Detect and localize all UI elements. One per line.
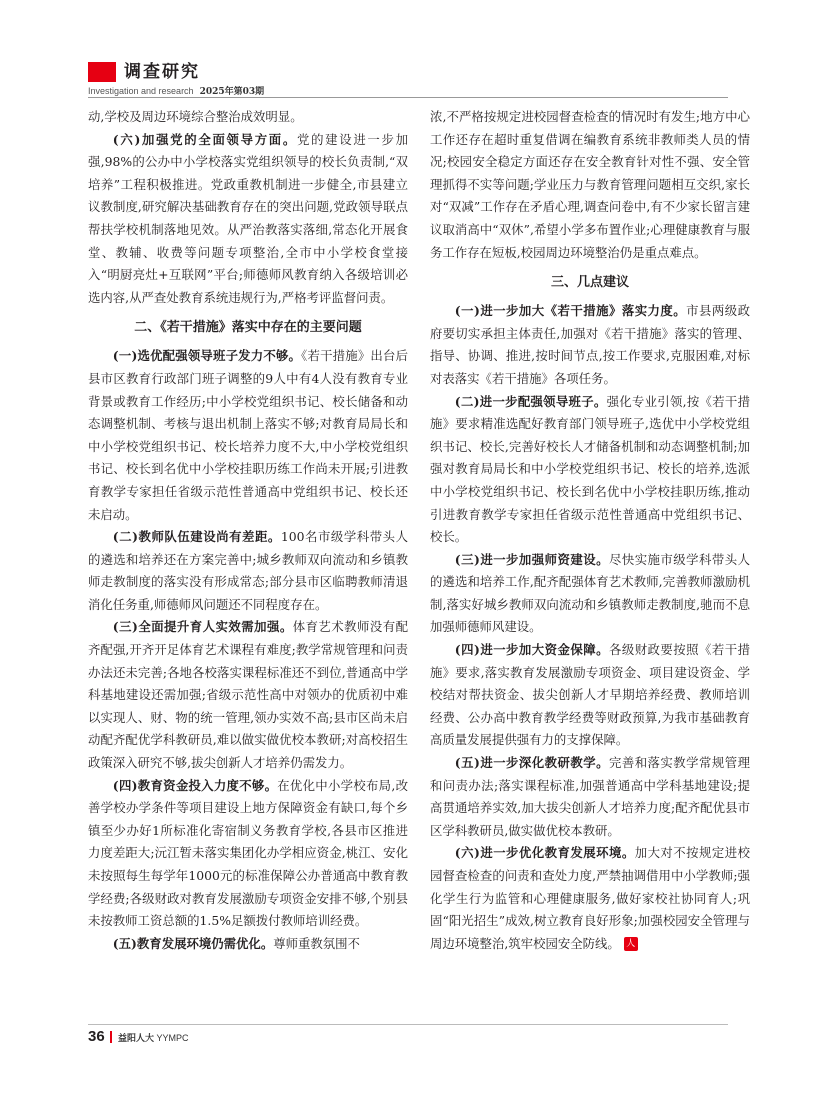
header-subtitle [88,84,264,97]
paragraph [430,639,750,752]
footer-separator [110,1031,112,1043]
paragraph [88,129,408,310]
paragraph-heading: (一)选优配强领导班子发力不够。 [112,348,302,364]
paragraph-heading: (二)教师队伍建设尚有差距。 [112,529,281,545]
right-column [430,106,750,955]
section-heading: 二、《若干措施》落实中存在的主要问题 [134,320,362,336]
paragraph [88,345,408,526]
paragraph [88,616,408,774]
paragraph [430,549,750,639]
paragraph: 浓,不严格按规定进校园督查检查的情况时有发生;地方中心工作还存在超时重复借调在编教育系统非教师类人员的情况;校园安全稳定方面还存在安全教育针对性不强、安全管理抓得不实等问题;学业压力与教育管理问题相互交织,家长对“双减”工作存在矛盾心理,调查问卷中,有不少家长留言建议取消高中“双休”,希望小学多布置作业;心理健康教育与服务工作存在短板,校园周边环境整治仍是重点难点。 [430,109,750,260]
paragraph-heading: (六)进一步优化教育发展环境。 [454,845,635,861]
paragraph [430,752,750,842]
paragraph-body: 《若干措施》出台后县市区教育行政部门班子调整的9人中有4人没有教育专业背景或教育工作经历;中小学校党组织书记、校长储备和动态调整机制、考核与退出机制上落实不够;对教育局局长和中小学校党组织书记、校长培养力度不大,中小学校党组织书记、校长到名优中小学校挂职历练工作尚未开展;引进教育教学专家担任省级示范性普通高中党组织书记、校长还未启动。 [88,348,408,522]
paragraph-heading: (五)进一步深化教研教学。 [454,755,609,771]
magazine-title: 益阳人大 [118,1034,155,1044]
header-divider [88,97,728,98]
magazine-name [118,1031,189,1044]
paragraph [430,842,750,955]
paragraph-body: 在优化中小学校布局,改善学校办学条件等项目建设上地方保障资金有缺口,每个乡镇至少办好1所标准化寄宿制义务教育学校,各县市区推进力度差距大;沅江暂未落实集团化办学相应资金,桃江、安化未按照每生每学年1000元的标准保障公办普通高中教育教学经费;各级财政对教育发展激励专项资金安排不够,个别县未按教师工资总额的1.5%足额拨付教师培训经费。 [88,777,408,929]
paragraph-body: 党的建设进一步加强,98%的公办中小学校落实党组织领导的校长负责制,“双培养”工程积极推进。党政重教机制进一步健全,市县建立议教制度,研究解决基础教育存在的突出问题,党政领导联点帮扶学校机制落地见效。从严治教落实落细,常态化开展食堂、教辅、收费等问题专项整治,全市中小学校食堂接入“明厨亮灶+互联网”平台;师德师风教育纳入各级培训必选内容,从严查处教育系统违规行为,严格考评监督问责。 [88,131,408,305]
header-accent-bar [88,62,116,82]
paragraph-body: 各级财政要按照《若干措施》要求,落实教育发展激励专项资金、项目建设资金、学校结对帮扶资金、拔尖创新人才早期培养经费、教师培训经费、公办高中教育教学经费等财政预算,为我市基础教育高质量发展提供强有力的支撑保障。 [430,642,750,748]
paragraph-body: 市县两级政府要切实承担主体责任,加强对《若干措施》落实的管理、指导、协调、推进,按时间节点,按工作要求,克服困难,对标对表落实《若干措施》各项任务。 [430,303,751,386]
paragraph [88,933,408,956]
paragraph-heading: (三)全面提升育人实效需加强。 [112,619,293,635]
paragraph [88,526,408,616]
end-mark-icon: 人 [624,937,638,951]
magazine-code: YYMPC [156,1033,189,1043]
paragraph [430,391,750,549]
paragraph-body: 体育艺术教师没有配齐配强,开齐开足体育艺术课程有难度;教学常规管理和问责办法还未完善;各地各校落实课程标准还不到位,普通高中学科基地建设还需加强;省级示范性高中对领办的优质初中难以实现人、财、物的统一管理,领办实效不高;县市区尚未启动配齐配优学科教研员,难以做实做优校本教研;对高校招生政策深入研究不够,拔尖创新人才培养仍需发力。 [88,619,409,771]
section-heading: 三、几点建议 [550,275,629,291]
paragraph-heading: (四)教育资金投入力度不够。 [112,777,278,793]
paragraph-body: 加大对不按规定进校园督查检查的问责和查处力度,严禁抽调借用中小学教师;强化学生行为监管和心理健康服务,做好家校社协同育人;巩固“阳光招生”成效,树立教育良好形象;加强校园安全管理与周边环境整治,筑牢校园安全防线。 [430,845,751,951]
paragraph-heading: (三)进一步加强师资建设。 [454,551,609,567]
issue-label: 2025年第03期 [199,87,265,97]
footer-divider [88,1024,728,1025]
paragraph-heading: (二)进一步配强领导班子。 [454,393,607,409]
paragraph [88,775,408,933]
paragraph-body: 100名市级学科带头人的遴选和培养还在方案完善中;城乡教师双向流动和乡镇教师走教制度的落实没有形成常态;部分县市区临聘教师清退消化任务重,师德师风问题还不同程度存在。 [88,529,408,612]
paragraph [430,300,750,390]
paragraph-heading: (四)进一步加大资金保障。 [454,642,609,658]
paragraph-heading: (一)进一步加大《若干措施》落实力度。 [454,303,687,319]
paragraph-heading: (五)教育发展环境仍需优化。 [112,935,274,951]
left-column [88,106,408,955]
paragraph-body: 完善和落实教学常规管理和问责办法;落实课程标准,加强普通高中学科基地建设;提高贯通培养实效,加大拔尖创新人才培养力度;配齐配优县市区学科教研员,做实做优校本教研。 [430,755,750,838]
paragraph-body: 尊师重教氛围不 [273,935,360,951]
header-subtitle-en: Investigation and research [88,86,194,96]
paragraph-body: 强化专业引领,按《若干措施》要求精准选配好教育部门领导班子,选优中小学校党组织书记、校长,完善好校长人才储备机制和动态调整机制;加强对教育局局长和中小学校党组织书记、校长的培养,选派中小学校党组织书记、校长到名优中小学校挂职历练,推动引进教育教学专家担任省级示范性普通高中党组织书记、校长。 [430,393,750,545]
paragraph-heading: (六)加强党的全面领导方面。 [112,131,297,147]
paragraph: 动,学校及周边环境综合整治成效明显。 [88,109,303,124]
page-number: 36 [88,1028,105,1045]
section-title: 调查研究 [124,62,200,82]
paragraph-body: 尽快实施市级学科带头人的遴选和培养工作,配齐配强体育艺术教师,完善教师激励机制,落实好城乡教师双向流动和乡镇教师走教制度,驰而不息加强师德师风建设。 [430,551,750,635]
